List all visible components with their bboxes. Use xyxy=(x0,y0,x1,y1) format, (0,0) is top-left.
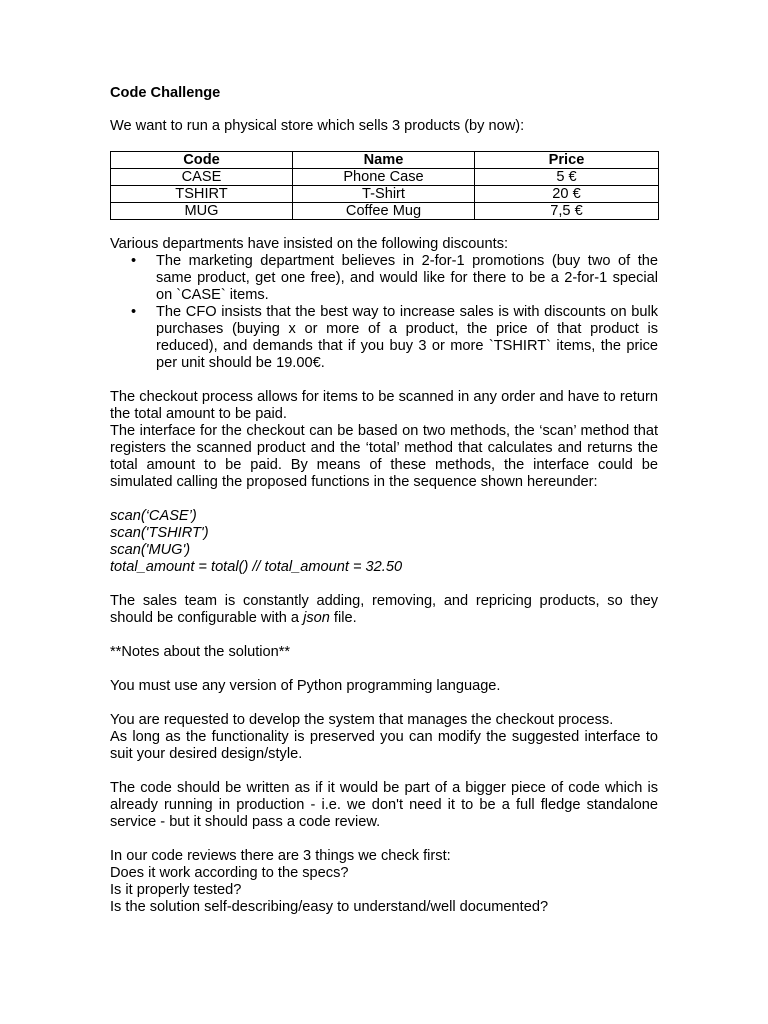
header-price: Price xyxy=(475,152,659,169)
cell-price: 5 € xyxy=(475,169,659,186)
python-note: You must use any version of Python programming language. xyxy=(110,678,501,694)
header-name: Name xyxy=(293,152,475,169)
code-line: scan('MUG') xyxy=(110,542,191,558)
review-item: Is it properly tested? xyxy=(110,882,242,898)
checkout-paragraph-1: The checkout process allows for items to be scanned in any order and have to return the total amount to be paid. xyxy=(110,389,658,422)
cell-name: T-Shirt xyxy=(293,186,475,203)
cell-name: Phone Case xyxy=(293,169,475,186)
table-header-row xyxy=(111,152,659,169)
spacer xyxy=(110,576,658,593)
discount-marketing: The marketing department believes in 2-for-1 promotions (buy two of the same product, get one free), and would like for there to be a 2-for-1 special on `CASE` items. xyxy=(156,253,658,303)
develop-paragraph-2: As long as the functionality is preserved you can modify the suggested interface to suit your desired design/style. xyxy=(110,729,658,762)
sales-text: The sales team is constantly adding, removing, and repricing products, so they should be configurable with a xyxy=(110,593,658,626)
list-item xyxy=(110,304,658,372)
sales-text-end: file. xyxy=(329,610,357,626)
sales-paragraph xyxy=(110,593,658,627)
bullet-icon: • xyxy=(131,304,137,320)
spacer xyxy=(110,661,658,678)
code-line: total_amount = total() // total_amount = 32.50 xyxy=(110,559,403,575)
spacer xyxy=(110,220,658,236)
table-row xyxy=(111,169,659,186)
notes-heading: **Notes about the solution** xyxy=(110,644,291,660)
json-term: json xyxy=(303,610,330,626)
discount-list xyxy=(110,253,658,372)
spacer xyxy=(110,491,658,508)
cell-code: MUG xyxy=(111,203,293,220)
table-row xyxy=(111,186,659,203)
table-row xyxy=(111,203,659,220)
document-page xyxy=(110,85,658,916)
spacer xyxy=(110,695,658,712)
products-table xyxy=(110,151,659,220)
cell-code: CASE xyxy=(111,169,293,186)
cell-code: TSHIRT xyxy=(111,186,293,203)
cell-price: 20 € xyxy=(475,186,659,203)
cell-name: Coffee Mug xyxy=(293,203,475,220)
discounts-intro: Various departments have insisted on the following discounts: xyxy=(110,236,509,252)
document-title: Code Challenge xyxy=(110,85,221,101)
intro-paragraph: We want to run a physical store which sells 3 products (by now): xyxy=(110,118,525,134)
discount-cfo: The CFO insists that the best way to increase sales is with discounts on bulk purchases (buying x or more of a product, the price of that product is reduced), and demands that if you buy 3 or more `TSHIRT` items, the price per unit should be 19.00€. xyxy=(156,304,658,371)
spacer xyxy=(110,763,658,780)
bullet-icon: • xyxy=(131,253,137,269)
cell-price: 7,5 € xyxy=(475,203,659,220)
code-line: scan('TSHIRT') xyxy=(110,525,209,541)
spacer xyxy=(110,372,658,389)
review-item: Does it work according to the specs? xyxy=(110,865,349,881)
header-code: Code xyxy=(111,152,293,169)
spacer xyxy=(110,831,658,848)
spacer xyxy=(110,627,658,644)
develop-paragraph-1: You are requested to develop the system that manages the checkout process. xyxy=(110,712,614,728)
review-item: Is the solution self-describing/easy to understand/well documented? xyxy=(110,899,549,915)
code-written-paragraph: The code should be written as if it would be part of a bigger piece of code which is already running in production - i.e. we don't need it to be a full fledge standalone service - but it should pass a code review. xyxy=(110,780,658,830)
list-item xyxy=(110,253,658,304)
review-intro: In our code reviews there are 3 things we check first: xyxy=(110,848,451,864)
checkout-paragraph-2: The interface for the checkout can be based on two methods, the ‘scan’ method that registers the scanned product and the ‘total’ method that calculates and returns the total amount to be paid. By means of these methods, the interface could be simulated calling the proposed functions in the sequence shown hereunder: xyxy=(110,423,658,490)
code-line: scan(‘CASE’) xyxy=(110,508,197,524)
